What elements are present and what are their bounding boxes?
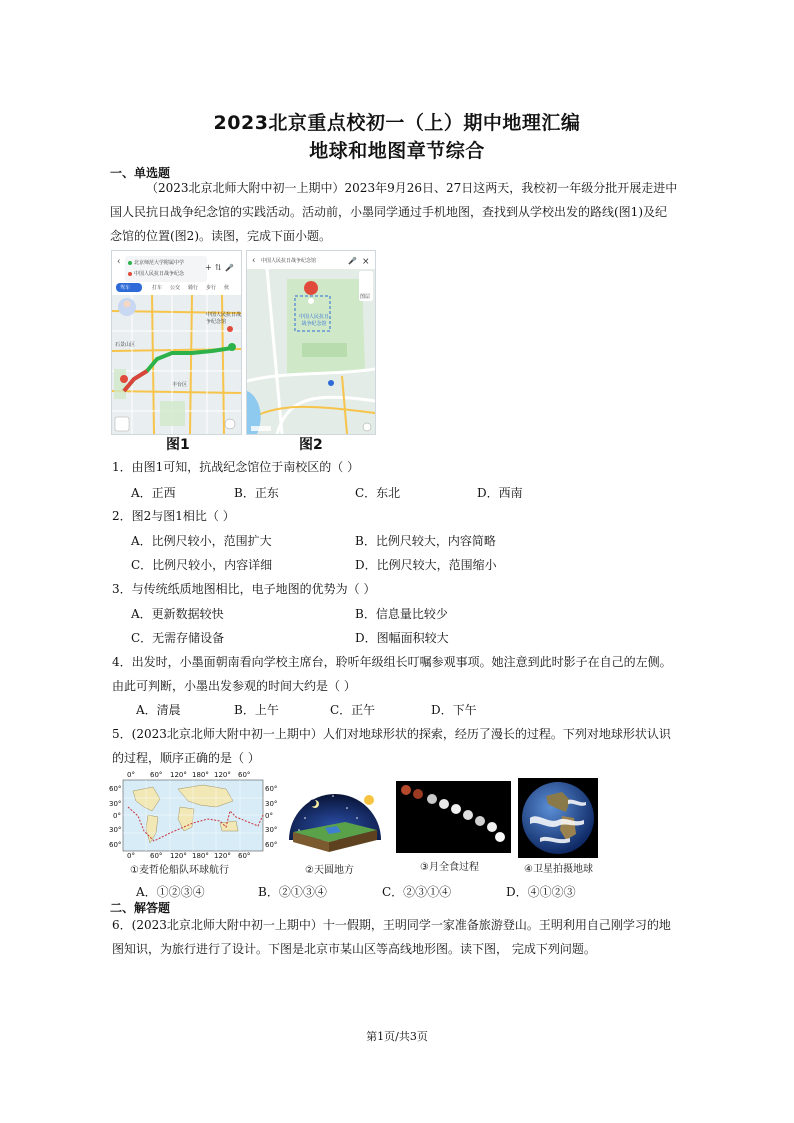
lunar-eclipse-image bbox=[396, 781, 511, 853]
map-top-tick-5: 60° bbox=[238, 771, 251, 779]
route-start-field: 北京师范大学附属中学 bbox=[134, 260, 185, 266]
q5-option-b: B．②①③④ bbox=[258, 885, 327, 899]
q3-option-c: C．无需存储设备 bbox=[131, 631, 225, 645]
map-bottom-tick-5: 60° bbox=[238, 852, 251, 860]
map-right-tick-1: 30° bbox=[265, 800, 278, 808]
svg-text:‹: ‹ bbox=[117, 257, 121, 267]
question-1-stem: 1．由图1可知，抗战纪念馆位于南校区的（ ） bbox=[112, 460, 360, 474]
q3-option-a: A．更新数据较快 bbox=[131, 607, 224, 621]
svg-text:🎤: 🎤 bbox=[225, 264, 234, 272]
map-left-tick-3: 30° bbox=[109, 826, 122, 834]
svg-text:🎤: 🎤 bbox=[348, 257, 357, 265]
question-4-stem-line-1: 4．出发时，小墨面朝南看向学校主席台，聆听年级组长叮嘱参观事项。她注意到此时影子在自己的左侧。 bbox=[112, 655, 672, 669]
caption-satellite: ④卫星拍摄地球 bbox=[524, 864, 593, 875]
map-top-tick-0: 0° bbox=[127, 771, 135, 779]
svg-text:⇅: ⇅ bbox=[215, 263, 222, 272]
question-2-stem: 2．图2与图1相比（ ） bbox=[112, 509, 235, 523]
intro-line-3: 念馆的位置(图2)。读图，完成下面小题。 bbox=[110, 229, 331, 243]
eclipse-drawing bbox=[396, 781, 511, 853]
q3-option-d: D．图幅面积较大 bbox=[355, 631, 449, 645]
q1-option-d: D．西南 bbox=[477, 486, 523, 500]
caption-magellan: ①麦哲伦船队环球航行 bbox=[130, 865, 229, 876]
tab-taxi: 打车 bbox=[152, 285, 163, 291]
flat-earth-dome-image bbox=[285, 782, 385, 858]
memorial-poi-label: 中国人民抗日战争纪念馆 bbox=[298, 314, 329, 327]
page-footer: 第1页/共3页 bbox=[366, 1030, 428, 1043]
caption-eclipse: ③月全食过程 bbox=[420, 862, 479, 873]
figure-2-label: 图2 bbox=[299, 437, 323, 453]
route-destination-hint: 中国人民抗日战争纪念馆 bbox=[206, 312, 242, 325]
q2-option-c: C．比例尺较小，内容详细 bbox=[131, 558, 273, 572]
map-top-tick-3: 180° bbox=[192, 771, 209, 779]
q3-option-b: B．信息量比较少 bbox=[355, 607, 448, 621]
svg-text:+: + bbox=[205, 263, 212, 272]
map-bottom-tick-3: 180° bbox=[192, 852, 209, 860]
map-left-tick-4: 60° bbox=[109, 841, 122, 849]
place-shijingshan: 石景山区 bbox=[115, 342, 136, 348]
tab-bike: 骑行 bbox=[188, 285, 199, 291]
tab-more: 伙 bbox=[224, 285, 230, 291]
q5-option-c: C．②③①④ bbox=[382, 885, 452, 899]
detail-search-field: 中国人民抗日战争纪念馆 bbox=[261, 258, 317, 264]
svg-text:×: × bbox=[362, 257, 370, 267]
question-4-stem-line-2: 由此可判断，小墨出发参观的时间大约是（ ） bbox=[112, 679, 356, 693]
map-left-tick-2: 0° bbox=[113, 812, 121, 820]
map-top-tick-1: 60° bbox=[150, 771, 163, 779]
tab-bus: 公交 bbox=[170, 285, 181, 291]
question-3-stem: 3．与传统纸质地图相比，电子地图的优势为（ ） bbox=[112, 582, 376, 596]
q4-option-d: D．下午 bbox=[431, 703, 477, 717]
question-5-stem-line-2: 的过程，顺序正确的是（ ） bbox=[112, 751, 260, 765]
magellan-voyage-map bbox=[108, 771, 280, 863]
dome-drawing bbox=[285, 782, 385, 858]
figure-1-label: 图1 bbox=[166, 437, 190, 453]
map-right-tick-2: 0° bbox=[265, 812, 273, 820]
q4-option-b: B．上午 bbox=[234, 703, 279, 717]
earth-drawing bbox=[518, 778, 598, 858]
q2-option-b: B．比例尺较大，内容简略 bbox=[355, 534, 496, 548]
layer-button-label: 图层 bbox=[360, 294, 371, 300]
map-bottom-tick-4: 120° bbox=[214, 852, 231, 860]
section-heading-single-choice: 一、单选题 bbox=[110, 166, 171, 180]
q5-option-d: D．④①②③ bbox=[506, 885, 576, 899]
map-top-tick-2: 120° bbox=[170, 771, 187, 779]
q1-option-c: C．东北 bbox=[355, 486, 401, 500]
q2-option-d: D．比例尺较大，范围缩小 bbox=[355, 558, 497, 572]
question-6-line-2: 图知识，为旅行进行了设计。下图是北京市某山区等高线地形图。读下图， 完成下列问题。 bbox=[112, 942, 596, 956]
title-line-1: 2023北京重点校初一（上）期中地理汇编 bbox=[213, 112, 581, 134]
q4-option-c: C．正午 bbox=[330, 703, 376, 717]
q1-option-a: A．正西 bbox=[131, 486, 176, 500]
world-map-drawing bbox=[108, 771, 280, 863]
figure-1-route-map bbox=[111, 250, 242, 435]
q4-option-a: A．清晨 bbox=[136, 703, 181, 717]
map-bottom-tick-2: 120° bbox=[170, 852, 187, 860]
question-5-stem-line-1: 5．(2023北京北师大附中初一上期中）人们对地球形状的探索，经历了漫长的过程。下列对地球形状认识 bbox=[112, 727, 671, 741]
map-left-tick-1: 30° bbox=[109, 800, 122, 808]
title-line-2: 地球和地图章节综合 bbox=[309, 140, 485, 162]
q1-option-b: B．正东 bbox=[234, 486, 279, 500]
q5-option-a: A．①②③④ bbox=[136, 885, 205, 899]
tab-drive: 驾车 bbox=[120, 285, 131, 291]
route-end-field: 中国人民抗日战争纪念 bbox=[134, 271, 185, 277]
satellite-earth-image bbox=[518, 778, 598, 858]
map-left-tick-0: 60° bbox=[109, 785, 122, 793]
question-6-line-1: 6．(2023北京北师大附中初一上期中）十一假期，王明同学一家准备旅游登山。王明利用自己刚学习的地 bbox=[112, 918, 671, 932]
map-top-tick-4: 120° bbox=[214, 771, 231, 779]
section-heading-answer: 二、解答题 bbox=[110, 901, 171, 915]
map-right-tick-4: 60° bbox=[265, 841, 278, 849]
intro-line-2: 国人民抗日战争纪念馆的实践活动。活动前，小墨同学通过手机地图，查找到从学校出发的路线(图1)及纪 bbox=[110, 205, 668, 219]
intro-line-1: （2023北京北师大附中初一上期中）2023年9月26日、27日这两天，我校初一年级分批开展走进中 bbox=[146, 181, 678, 195]
map-bottom-tick-1: 60° bbox=[150, 852, 163, 860]
map-bottom-tick-0: 0° bbox=[127, 852, 135, 860]
svg-text:‹: ‹ bbox=[252, 256, 256, 266]
caption-flat-earth: ②天圆地方 bbox=[305, 865, 354, 876]
place-fengtai: 丰台区 bbox=[172, 382, 188, 388]
q2-option-a: A．比例尺较小，范围扩大 bbox=[131, 534, 272, 548]
detail-map-drawing bbox=[247, 251, 375, 434]
figure-2-detail-map bbox=[246, 250, 376, 435]
map-right-tick-3: 30° bbox=[265, 826, 278, 834]
map-right-tick-0: 60° bbox=[265, 785, 278, 793]
tab-walk: 步行 bbox=[206, 285, 217, 291]
